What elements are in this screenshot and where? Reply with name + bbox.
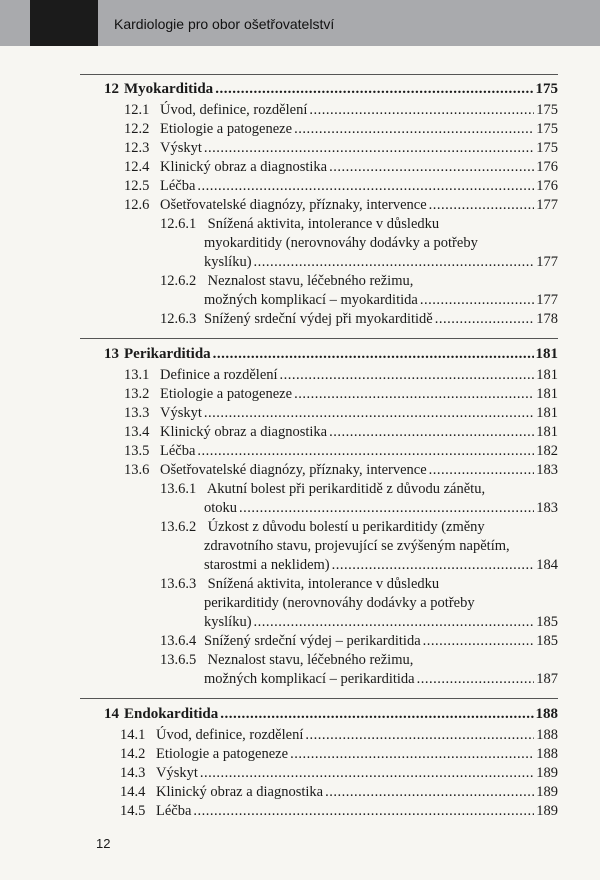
leader-dots [420,291,534,309]
page-number: 182 [536,443,558,459]
subsection-title-line: Úzkost z důvodu bolestí u perikarditidy (změny [207,519,485,535]
leader-dots [239,499,534,517]
leader-dots [305,726,534,744]
toc-entry[interactable] [124,423,558,441]
page-number: 189 [536,803,558,819]
toc-entry[interactable] [124,177,558,195]
subsection-title-line: otoku [204,500,238,516]
chapter-title: Myokarditida [124,81,214,97]
subsection-number: 12.6.1 [160,216,197,232]
page-number: 184 [536,557,558,573]
section-title: Definice a rozdělení [160,367,278,383]
subsection-number: 13.6.4 [160,633,197,649]
leader-dots [423,632,535,650]
leader-dots [213,345,534,363]
subsection-title-line: kyslíku) [204,614,252,630]
section-number: 13.6 [124,462,150,478]
section-number: 14.4 [120,784,146,800]
toc-entry[interactable] [120,764,558,782]
chapter-number: 12 [104,81,119,97]
subsection-title-line: Neznalost stavu, léčebného režimu, [207,652,414,668]
chapter-title: Endokarditida [124,706,219,722]
section-number: 12.1 [124,102,150,118]
leader-dots [280,366,535,384]
leader-dots [200,764,534,782]
subsection-number: 12.6.2 [160,273,197,289]
toc-entry[interactable] [120,783,558,801]
leader-dots [197,177,534,195]
section-title: Etiologie a patogeneze [160,121,293,137]
page-number: 175 [535,81,558,97]
toc-entry[interactable] [124,404,558,422]
leader-dots [215,80,533,98]
toc-entry[interactable] [124,196,558,214]
page-number: 177 [536,254,558,270]
toc-entry-last-line[interactable] [204,670,558,688]
chapter-rule [80,74,558,75]
page-number: 187 [536,671,558,687]
leader-dots [290,745,534,763]
toc-entry-last-line[interactable] [204,556,558,574]
toc-entry-multiline[interactable] [160,651,413,669]
page-footer-number: 12 [96,836,111,851]
section-title: Léčba [160,443,196,459]
leader-dots [329,423,534,441]
header-black-block [30,0,98,46]
page-number: 176 [536,178,558,194]
section-title: Etiologie a patogeneze [156,746,289,762]
section-title: Klinický obraz a diagnostika [156,784,324,800]
section-title: Výskyt [160,405,202,421]
toc-entry-last-line[interactable] [204,613,558,631]
leader-dots [429,196,535,214]
section-title: Výskyt [156,765,198,781]
running-header [0,0,600,46]
section-number: 13.2 [124,386,150,402]
subsection-title: Snížený srdeční výdej – perikarditida [204,633,421,649]
page-number: 181 [536,386,558,402]
subsection-number: 13.6.3 [160,576,197,592]
page-number: 181 [536,405,558,421]
subsection-title-line: zdravotního stavu, projevující se zvýšeným napětím, [204,538,510,554]
subsection-title-line: Neznalost stavu, léčebného režimu, [207,273,414,289]
subsection-title-line: perikarditidy (nerovnováhy dodávky a potřeby [204,595,475,611]
page-number: 181 [535,346,558,362]
subsection-number: 13.6.2 [160,519,197,535]
section-title: Ošetřovatelské diagnózy, příznaky, intervence [160,197,427,213]
toc-entry[interactable] [120,726,558,744]
section-title: Léčba [156,803,192,819]
subsection-title: Snížený srdeční výdej při myokarditidě [204,311,433,327]
subsection-title-line: myokarditidy (nerovnováhy dodávky a potřeby [204,235,478,251]
section-title: Klinický obraz a diagnostika [160,159,328,175]
subsection-title-line: starostmi a neklidem) [204,557,330,573]
page-number: 188 [535,706,558,722]
page-number: 188 [536,746,558,762]
leader-dots [429,461,535,479]
page-number: 181 [536,424,558,440]
toc-entry[interactable] [124,158,558,176]
section-title: Ošetřovatelské diagnózy, příznaky, intervence [160,462,427,478]
leader-dots [309,101,534,119]
page-number: 185 [536,633,558,649]
section-number: 13.3 [124,405,150,421]
section-title: Etiologie a patogeneze [160,386,293,402]
toc-entry-multiline[interactable] [160,518,485,536]
subsection-number: 13.6.1 [160,481,197,497]
section-number: 13.1 [124,367,150,383]
leader-dots [294,120,534,138]
chapter-title: Perikarditida [124,346,211,362]
toc-entry[interactable] [124,461,558,479]
page-number: 177 [536,197,558,213]
toc-entry[interactable] [120,745,558,763]
leader-dots [332,556,535,574]
toc-entry[interactable] [124,442,558,460]
subsection-title-line: kyslíku) [204,254,252,270]
section-number: 12.3 [124,140,150,156]
section-number: 14.2 [120,746,146,762]
section-title: Úvod, definice, rozdělení [156,727,304,743]
page-number: 178 [536,311,558,327]
leader-dots [197,442,534,460]
leader-dots [435,310,535,328]
section-number: 14.1 [120,727,146,743]
section-number: 12.5 [124,178,150,194]
section-title: Klinický obraz a diagnostika [160,424,328,440]
toc-entry-multiline[interactable] [160,215,439,233]
page-number: 185 [536,614,558,630]
page-number: 183 [536,500,558,516]
page-number: 177 [536,292,558,308]
page-number: 189 [536,765,558,781]
toc-entry-multiline[interactable] [160,480,485,498]
leader-dots [294,385,534,403]
subsection-title-line: možných komplikací – myokarditida [204,292,418,308]
section-number: 12.2 [124,121,150,137]
toc-entry[interactable] [124,120,558,138]
toc-entry[interactable] [120,802,558,820]
toc-entry-last-line[interactable] [204,291,558,309]
toc-entry[interactable] [124,139,558,157]
toc-entry[interactable] [160,310,558,328]
leader-dots [193,802,534,820]
section-title: Výskyt [160,140,202,156]
toc-entry-last-line[interactable] [204,499,558,517]
leader-dots [204,404,534,422]
chapter-entry-14[interactable] [104,705,558,723]
chapter-entry-13[interactable] [104,345,558,363]
leader-dots [254,613,535,631]
page-number: 175 [536,102,558,118]
chapter-rule [80,698,558,699]
leader-dots [220,705,533,723]
leader-dots [329,158,534,176]
section-number: 13.4 [124,424,150,440]
chapter-number: 14 [104,706,119,722]
leader-dots [417,670,535,688]
toc-entry-multiline[interactable] [160,575,439,593]
section-number: 13.5 [124,443,150,459]
section-title: Úvod, definice, rozdělení [160,102,308,118]
subsection-number: 13.6.5 [160,652,197,668]
section-number: 14.3 [120,765,146,781]
toc-entry-multiline[interactable] [160,272,413,290]
header-title: Kardiologie pro obor ošetřovatelství [114,16,335,32]
page-number: 181 [536,367,558,383]
chapter-rule [80,338,558,339]
subsection-title-line: Snížená aktivita, intolerance v důsledku [207,576,440,592]
page-number: 183 [536,462,558,478]
page-number: 175 [536,121,558,137]
chapter-entry-12[interactable] [104,80,558,98]
page-number: 188 [536,727,558,743]
leader-dots [325,783,534,801]
toc-entry[interactable] [160,632,558,650]
subsection-title-line: možných komplikací – perikarditida [204,671,415,687]
page-number: 176 [536,159,558,175]
page-number: 175 [536,140,558,156]
section-number: 12.4 [124,159,150,175]
subsection-title-line: Akutní bolest při perikarditidě z důvodu zánětu, [206,481,486,497]
toc-entry-last-line[interactable] [204,253,558,271]
page-number: 189 [536,784,558,800]
subsection-number: 12.6.3 [160,311,197,327]
subsection-title-line: Snížená aktivita, intolerance v důsledku [207,216,440,232]
section-number: 14.5 [120,803,146,819]
toc-entry[interactable] [124,385,558,403]
section-number: 12.6 [124,197,150,213]
chapter-number: 13 [104,346,119,362]
section-title: Léčba [160,178,196,194]
leader-dots [254,253,535,271]
toc-entry[interactable] [124,101,558,119]
toc-entry[interactable] [124,366,558,384]
leader-dots [204,139,534,157]
